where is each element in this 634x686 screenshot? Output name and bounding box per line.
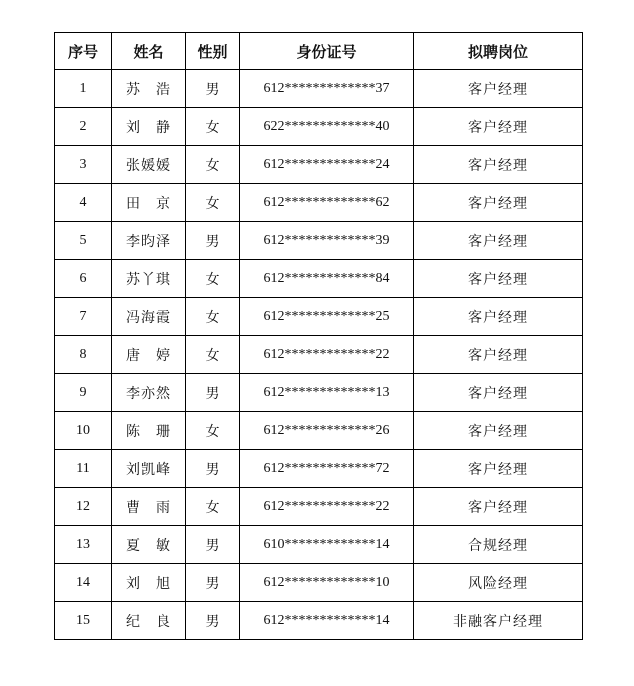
- row-no: 7: [55, 298, 112, 336]
- row-no: 8: [55, 336, 112, 374]
- header-name: 姓名: [112, 33, 186, 70]
- table-body: [55, 70, 583, 640]
- row-no: 4: [55, 184, 112, 222]
- table-row: [55, 260, 583, 298]
- table-row: [55, 450, 583, 488]
- row-no: 12: [55, 488, 112, 526]
- row-id-number: 612*************72: [240, 450, 414, 488]
- row-no: 10: [55, 412, 112, 450]
- row-gender: 男: [186, 564, 240, 602]
- row-name: 田 京: [112, 184, 186, 222]
- row-id-number: 612*************24: [240, 146, 414, 184]
- row-id-number: 612*************22: [240, 488, 414, 526]
- row-position: 客户经理: [414, 222, 583, 260]
- row-gender: 女: [186, 260, 240, 298]
- row-no: 14: [55, 564, 112, 602]
- row-id-number: 610*************14: [240, 526, 414, 564]
- row-name: 纪 良: [112, 602, 186, 640]
- row-no: 1: [55, 70, 112, 108]
- row-id-number: 612*************22: [240, 336, 414, 374]
- row-name: 曹 雨: [112, 488, 186, 526]
- row-name: 冯海霞: [112, 298, 186, 336]
- table-row: [55, 146, 583, 184]
- header-id-number: 身份证号: [240, 33, 414, 70]
- row-no: 9: [55, 374, 112, 412]
- table-row: [55, 298, 583, 336]
- row-position: 客户经理: [414, 374, 583, 412]
- table-row: [55, 526, 583, 564]
- row-no: 2: [55, 108, 112, 146]
- row-name: 苏丫琪: [112, 260, 186, 298]
- row-name: 苏 浩: [112, 70, 186, 108]
- candidate-roster-table: [54, 32, 583, 640]
- row-position: 合规经理: [414, 526, 583, 564]
- header-no: 序号: [55, 33, 112, 70]
- table-row: [55, 412, 583, 450]
- header-row: [55, 33, 583, 70]
- row-id-number: 612*************14: [240, 602, 414, 640]
- table-row: [55, 222, 583, 260]
- row-gender: 男: [186, 222, 240, 260]
- table-row: [55, 564, 583, 602]
- row-position: 客户经理: [414, 298, 583, 336]
- row-position: 客户经理: [414, 412, 583, 450]
- row-position: 客户经理: [414, 336, 583, 374]
- row-gender: 男: [186, 70, 240, 108]
- row-no: 3: [55, 146, 112, 184]
- row-name: 张媛媛: [112, 146, 186, 184]
- row-position: 客户经理: [414, 260, 583, 298]
- row-position: 客户经理: [414, 450, 583, 488]
- row-position: 客户经理: [414, 108, 583, 146]
- row-position: 非融客户经理: [414, 602, 583, 640]
- table-row: [55, 602, 583, 640]
- table-row: [55, 70, 583, 108]
- row-no: 5: [55, 222, 112, 260]
- row-position: 客户经理: [414, 146, 583, 184]
- row-gender: 男: [186, 602, 240, 640]
- row-position: 客户经理: [414, 184, 583, 222]
- row-id-number: 612*************84: [240, 260, 414, 298]
- header-gender: 性别: [186, 33, 240, 70]
- table-row: [55, 374, 583, 412]
- row-gender: 女: [186, 488, 240, 526]
- row-id-number: 612*************26: [240, 412, 414, 450]
- table-row: [55, 488, 583, 526]
- row-gender: 男: [186, 526, 240, 564]
- row-name: 李亦然: [112, 374, 186, 412]
- row-no: 13: [55, 526, 112, 564]
- row-gender: 女: [186, 108, 240, 146]
- row-gender: 女: [186, 146, 240, 184]
- row-gender: 女: [186, 412, 240, 450]
- row-id-number: 612*************62: [240, 184, 414, 222]
- row-no: 15: [55, 602, 112, 640]
- table-row: [55, 336, 583, 374]
- table-header: [55, 33, 583, 70]
- row-gender: 男: [186, 450, 240, 488]
- row-name: 李昀泽: [112, 222, 186, 260]
- row-position: 风险经理: [414, 564, 583, 602]
- row-gender: 女: [186, 336, 240, 374]
- row-position: 客户经理: [414, 488, 583, 526]
- row-id-number: 612*************39: [240, 222, 414, 260]
- table-row: [55, 184, 583, 222]
- row-gender: 女: [186, 184, 240, 222]
- row-no: 6: [55, 260, 112, 298]
- row-name: 刘 旭: [112, 564, 186, 602]
- row-gender: 男: [186, 374, 240, 412]
- row-id-number: 612*************25: [240, 298, 414, 336]
- row-id-number: 622*************40: [240, 108, 414, 146]
- header-position: 拟聘岗位: [414, 33, 583, 70]
- table-row: [55, 108, 583, 146]
- row-name: 陈 珊: [112, 412, 186, 450]
- row-position: 客户经理: [414, 70, 583, 108]
- row-id-number: 612*************37: [240, 70, 414, 108]
- row-name: 刘凯峰: [112, 450, 186, 488]
- row-name: 夏 敏: [112, 526, 186, 564]
- row-gender: 女: [186, 298, 240, 336]
- row-name: 唐 婷: [112, 336, 186, 374]
- row-name: 刘 静: [112, 108, 186, 146]
- row-id-number: 612*************13: [240, 374, 414, 412]
- row-id-number: 612*************10: [240, 564, 414, 602]
- row-no: 11: [55, 450, 112, 488]
